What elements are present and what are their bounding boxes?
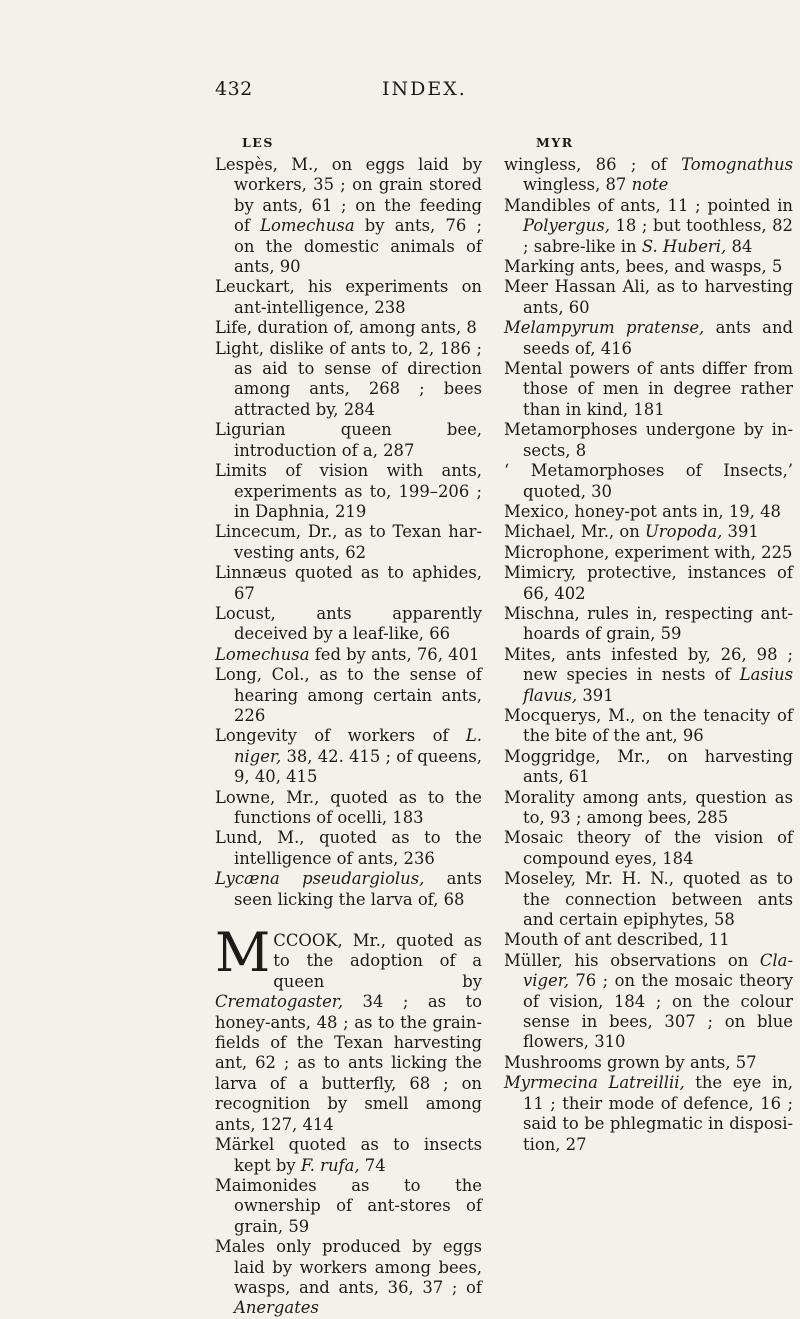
index-entry: Lespès, M., on eggs laid by workers, 35 ; on grain stored by ants, 61 ; on the feeding of Lomechusa by ants, 76 ; on the domestic animals of ants, 90 — [215, 155, 482, 277]
index-entry: Lycæna pseudargiolus, ants seen licking the larva of, 68 — [215, 869, 482, 909]
index-entry: Lincecum, Dr., as to Texan harvesting ants, 62 — [215, 522, 482, 562]
page-number: 432 — [215, 78, 253, 100]
index-entry: Märkel quoted as to insects kept by F. rufa, 74 — [215, 1135, 482, 1175]
page-header — [0, 78, 800, 104]
index-entry: Myrmecina Latreillii, the eye in, 11 ; their mode of defence, 16 ; said to be phlegmatic in disposition, 27 — [504, 1073, 793, 1154]
index-entry: Melampyrum pratense, ants and seeds of, 416 — [504, 318, 793, 358]
index-entry: Lowne, Mr., quoted as to the functions of ocelli, 183 — [215, 787, 482, 827]
index-entry: ‘ Metamorphoses of Insects,’ quoted, 30 — [504, 461, 793, 501]
index-entry: Mental powers of ants differ from those of men in degree rather than in kind, 181 — [504, 359, 793, 419]
index-entry: Mouth of ant described, 11 — [504, 930, 730, 950]
index-entry: wingless, 86 ; of Tomognathus wingless, 87 note — [504, 155, 793, 195]
index-entry: Ligurian queen bee, introduction of a, 287 — [215, 420, 482, 460]
index-entry: Linnæus quoted as to aphides, 67 — [215, 563, 482, 603]
index-entry: Lomechusa fed by ants, 76, 401 — [215, 644, 480, 664]
index-entry: Mischna, rules in, respecting ant-hoards of grain, 59 — [504, 603, 793, 644]
index-entry: Life, duration of, among ants, 8 — [215, 318, 477, 338]
index-entry: Microphone, experiment with, 225 — [504, 542, 793, 562]
index-entry: Moggridge, Mr., on harvesting ants, 61 — [504, 746, 793, 787]
index-entry: Lund, M., quoted as to the intelligence of ants, 236 — [215, 828, 482, 868]
running-head-left: LES — [242, 135, 274, 150]
left-entries-b — [215, 1135, 482, 1319]
right-entries — [504, 155, 793, 1155]
index-entry: Light, dislike of ants to, 2, 186 ; as aid to sense of direction among ants, 268 ; bees attracted by, 284 — [215, 338, 482, 419]
index-entry: Michael, Mr., on Uropoda, 391 — [504, 522, 759, 542]
index-entry: Morality among ants, question as to, 93 ; among bees, 285 — [504, 787, 793, 827]
left-column — [215, 155, 482, 1319]
index-entry-mccook: MCCOOK, Mr., quoted as to the adoption of a queen by Crematogaster, 34 ; as to honey-ants, 48 ; as to the grain-fields of the Texan harvesting ant, 62 ; as to ants licking the larva of a butterfly, 68 ; on recognition by smell among ants, 127, 414 — [215, 931, 482, 1135]
index-entry: Leuckart, his experiments on ant-intelligence, 238 — [215, 277, 482, 317]
index-entry: Müller, his observations on Claviger, 76 ; on the mosaic theory of vision, 184 ; on the colour sense in bees, 307 ; on blue flowers, 310 — [504, 950, 793, 1052]
index-entry: Meer Hassan Ali, as to harvesting ants, 60 — [504, 277, 793, 317]
index-entry: Mexico, honey-pot ants in, 19, 48 — [504, 501, 781, 521]
left-entries-a — [215, 155, 482, 910]
index-entry: Mandibles of ants, 11 ; pointed in Polyergus, 18 ; but toothless, 82 ; sabre-like in S. Huberi, 84 — [504, 195, 793, 256]
index-entry: Mocquerys, M., on the tenacity of the bite of the ant, 96 — [504, 705, 793, 746]
right-column — [504, 155, 793, 1155]
running-head-right: MYR — [536, 135, 574, 150]
index-entry: Metamorphoses undergone by insects, 8 — [504, 420, 793, 460]
index-entry: Moseley, Mr. H. N., quoted as to the connection between ants and certain epiphytes, 58 — [504, 869, 793, 930]
index-entry: Mimicry, protective, instances of 66, 402 — [504, 563, 793, 603]
index-entry: Locust, ants apparently deceived by a leaf-like, 66 — [215, 603, 482, 644]
index-entry: Long, Col., as to the sense of hearing among certain ants, 226 — [215, 665, 482, 725]
page-title: INDEX. — [382, 78, 467, 100]
index-entry: Mosaic theory of the vision of compound eyes, 184 — [504, 828, 793, 868]
index-entry: Longevity of workers of L. niger, 38, 42. 415 ; of queens, 9, 40, 415 — [215, 726, 482, 787]
index-entry: Marking ants, bees, and wasps, 5 — [504, 257, 783, 277]
index-entry: Mushrooms grown by ants, 57 — [504, 1052, 757, 1072]
drop-cap: M — [215, 921, 271, 985]
index-entry: Males only produced by eggs laid by workers among bees, wasps, and ants, 36, 37 ; of Anergates — [215, 1237, 482, 1318]
index-entry: Mites, ants infested by, 26, 98 ; new species in nests of Lasius flavus, 391 — [504, 644, 793, 705]
index-entry: Maimonides as to the ownership of ant-stores of grain, 59 — [215, 1175, 482, 1236]
index-entry: Limits of vision with ants, experiments as to, 199–206 ; in Daphnia, 219 — [215, 461, 482, 521]
